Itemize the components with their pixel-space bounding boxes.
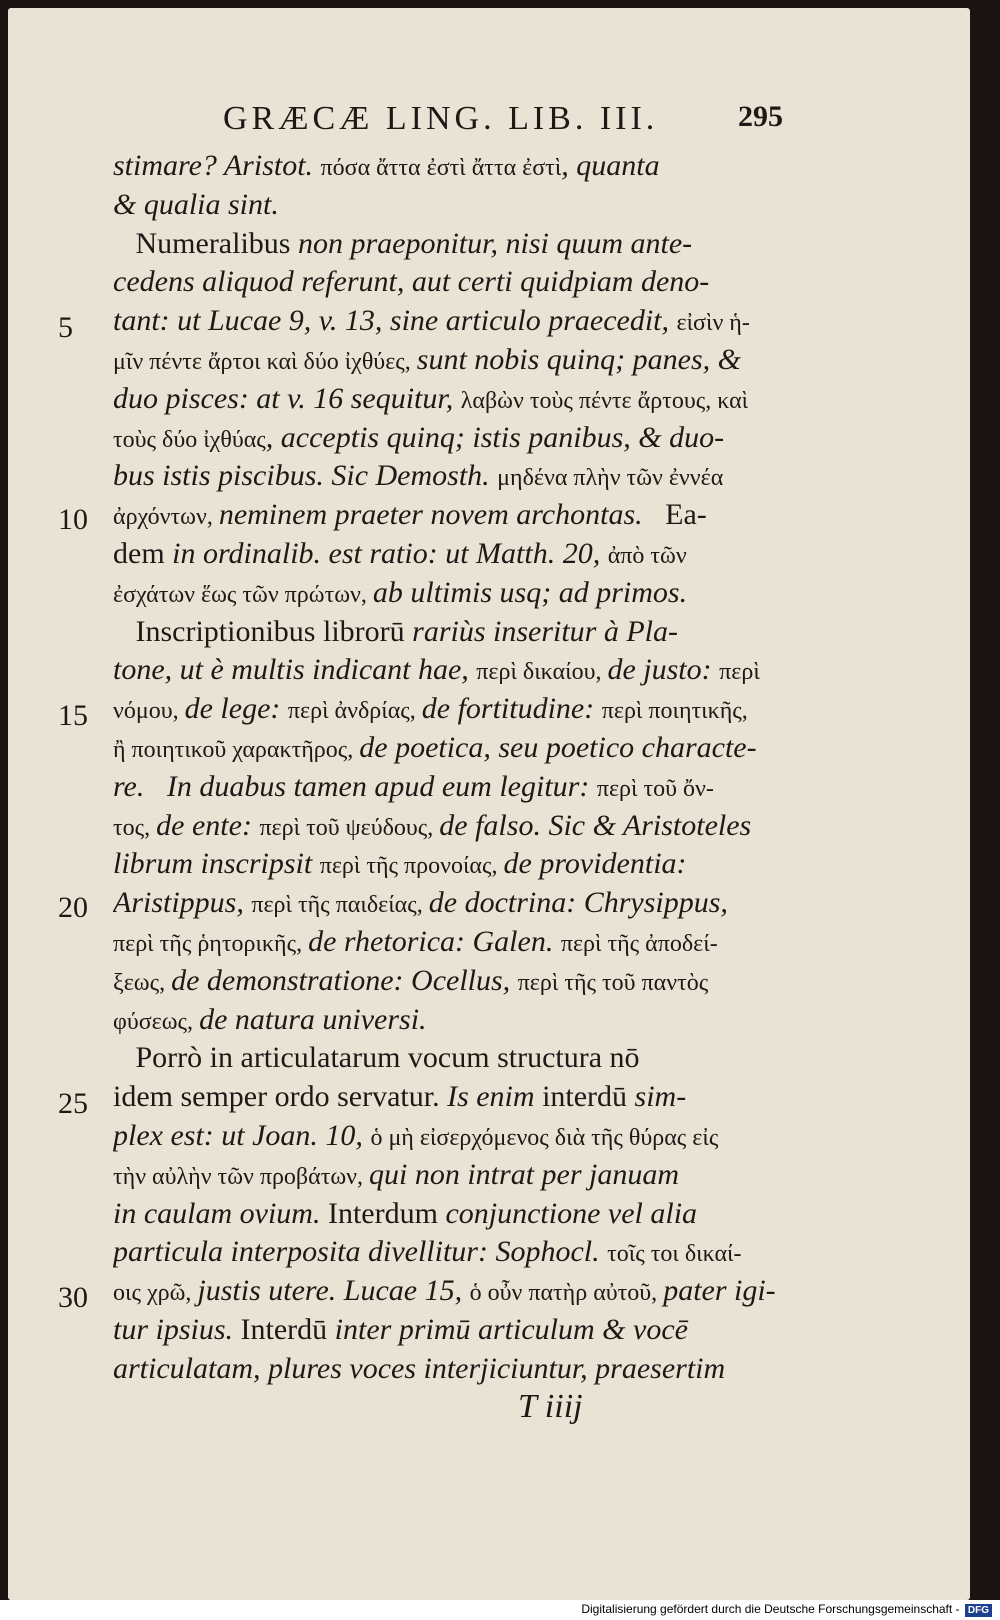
latin-text: Aristippus, <box>113 886 252 920</box>
text-line <box>113 612 783 652</box>
latin-text: de poetica, seu poetico characte- <box>359 731 757 764</box>
greek-text: μηδένα πλὴν τῶν ἐννέα <box>497 465 724 492</box>
text-line <box>113 340 783 380</box>
latin-text: & qualia sint. <box>113 187 279 221</box>
greek-text: ἢ ποιητικοῦ χαρακτῆρος, <box>113 737 360 763</box>
greek-text: ἀπὸ τῶν <box>607 543 687 569</box>
greek-text: περὶ τῆς ἀποδεί- <box>560 931 718 957</box>
latin-text: cedens aliquod referunt, aut certi quidpiam deno- <box>113 265 710 299</box>
text-line <box>113 961 783 1001</box>
latin-text: rariùs inseritur à Pla- <box>412 614 678 648</box>
line-number: 25 <box>58 1087 88 1120</box>
text-line <box>113 1116 783 1156</box>
latin-text: justis utere. Lucae 15, <box>197 1274 470 1308</box>
text-line <box>113 1271 783 1311</box>
greek-text: οις χρῶ, <box>113 1280 198 1307</box>
greek-text: τὴν αὐλὴν τῶν προβάτων, <box>113 1163 370 1190</box>
text-line <box>113 922 783 962</box>
latin-text: plex est: ut Joan. 10, <box>113 1119 371 1152</box>
greek-text: περὶ τοῦ ψεύδους, <box>259 814 440 841</box>
text-line <box>113 185 783 225</box>
latin-text: de lege: <box>184 692 288 726</box>
latin-text: librum inscripsit <box>113 847 320 881</box>
text-line <box>113 418 783 458</box>
latin-text: articulatam, plures voces interjiciuntur, praesertim <box>113 1351 726 1385</box>
latin-text: , acceptis quinq; istis panibus, & duo- <box>265 420 725 454</box>
latin-text: interdū <box>542 1080 635 1114</box>
latin-text: de demonstratione: Ocellus, <box>171 963 518 997</box>
latin-text: de natura universi. <box>199 1002 427 1036</box>
text-line <box>113 495 783 535</box>
page-number: 295 <box>738 100 783 133</box>
running-header <box>223 100 783 140</box>
latin-text: re. In duabus tamen apud eum legitur: <box>113 769 597 803</box>
line-number: 10 <box>58 503 88 536</box>
greek-text: περὶ τῆς προνοίας, <box>319 853 504 880</box>
text-line <box>113 1038 783 1078</box>
text-line <box>113 883 783 923</box>
latin-text: ab ultimis usq; ad primos. <box>372 575 688 609</box>
book-page <box>8 8 970 1600</box>
greek-text: ὁ μὴ εἰσερχόμενος διὰ τῆς θύρας εἰς <box>370 1125 719 1151</box>
greek-text: φύσεως, <box>113 1008 200 1035</box>
latin-text: , quanta <box>561 149 660 182</box>
text-line <box>113 689 783 729</box>
text-line <box>113 301 783 341</box>
greek-text: νόμου, <box>113 698 185 725</box>
latin-text: sunt nobis quinq; panes, & <box>416 343 741 376</box>
greek-text: εἰσὶν ἡ- <box>676 310 750 337</box>
latin-text: duo pisces: at v. 16 sequitur, <box>113 381 461 415</box>
greek-text: ἐσχάτων ἕως τῶν πρώτων, <box>113 581 373 608</box>
text-line <box>113 456 783 496</box>
greek-text: μῖν πέντε ἄρτοι καὶ δύο ἰχθύες, <box>113 349 417 375</box>
latin-text: de ente: <box>156 808 260 842</box>
text-line <box>113 379 783 419</box>
text-line <box>113 1232 783 1272</box>
running-title: GRÆCÆ LING. LIB. III. <box>223 100 659 137</box>
latin-text: de falso. Sic & Aristoteles <box>439 808 752 842</box>
text-line <box>113 1310 783 1350</box>
greek-text: τοῖς τοι δικαί- <box>607 1241 742 1268</box>
line-number: 5 <box>58 311 73 344</box>
greek-text: λαβὼν τοὺς πέντε ἄρτους, καὶ <box>460 387 749 414</box>
text-line <box>113 767 783 807</box>
catchword: T iiij <box>518 1388 583 1425</box>
latin-text: inter primū articulum & vocē <box>334 1313 688 1346</box>
text-line <box>113 650 783 690</box>
latin-text: de doctrina: Chrysippus, <box>428 886 728 920</box>
greek-text: περὶ τῆς παιδείας, <box>251 892 429 919</box>
latin-text: neminem praeter novem archontas. <box>218 498 666 532</box>
text-line <box>113 146 783 186</box>
latin-text: tone, ut è multis indicant hae, <box>113 653 477 687</box>
latin-text: idem semper ordo servatur. <box>113 1080 448 1114</box>
latin-text: conjunctione vel alia <box>445 1196 698 1230</box>
latin-text: de rhetorica: Galen. <box>308 925 561 958</box>
latin-text: sim- <box>634 1080 687 1114</box>
latin-text: Aristot. <box>223 149 321 182</box>
latin-text: non praeponitur, nisi quum ante- <box>297 226 693 260</box>
latin-text: qui non intrat per januam <box>369 1157 680 1191</box>
line-number: 15 <box>58 699 88 732</box>
latin-text: Porrò in articulatarum vocum structura nō <box>113 1041 640 1075</box>
text-line <box>113 224 783 264</box>
latin-text: de fortitudine: <box>421 692 602 726</box>
text-line <box>113 1077 783 1117</box>
latin-text: stimare? <box>113 149 224 182</box>
line-number: 20 <box>58 891 88 924</box>
greek-text: περὶ ποιητικῆς, <box>601 698 748 725</box>
latin-text: Inscriptionibus librorū <box>113 614 413 648</box>
latin-text: tant: ut Lucae 9, v. 13, sine articulo praecedit, <box>113 304 677 338</box>
latin-text: de justo: <box>607 653 720 687</box>
latin-text: Interdum <box>327 1196 446 1230</box>
greek-text: περὶ <box>719 659 760 686</box>
latin-text: Ea- <box>665 498 707 532</box>
text-line <box>113 534 783 574</box>
greek-text: περὶ τοῦ ὄν- <box>596 775 714 802</box>
text-line <box>113 1000 783 1040</box>
greek-text: ἀρχόντων, <box>113 504 219 531</box>
text-line <box>113 262 783 302</box>
latin-text: bus istis piscibus. Sic Demosth. <box>113 459 498 493</box>
text-line <box>113 1194 783 1234</box>
text-line <box>113 573 783 613</box>
text-line <box>113 806 783 846</box>
latin-text: Interdū <box>240 1313 335 1346</box>
latin-text: in caulam ovium. <box>113 1196 328 1230</box>
latin-text: particula interposita divellitur: Sophocl. <box>113 1235 608 1269</box>
latin-text: in ordinalib. est ratio: ut Matth. 20, <box>172 537 608 570</box>
greek-text: περὶ τῆς ῥητορικῆς, <box>113 931 309 957</box>
greek-text: τος, <box>113 814 157 841</box>
latin-text: Is enim <box>447 1080 543 1114</box>
latin-text: pater igi- <box>663 1274 776 1308</box>
greek-text: ξεως, <box>113 969 172 996</box>
text-line <box>113 1349 783 1389</box>
latin-text: dem <box>113 537 173 570</box>
text-line <box>113 1155 783 1195</box>
latin-text: de providentia: <box>503 847 687 881</box>
digitization-credit <box>581 1602 992 1617</box>
latin-text: tur ipsius. <box>113 1313 241 1346</box>
line-number: 30 <box>58 1281 88 1314</box>
greek-text: περὶ τῆς τοῦ παντὸς <box>517 969 709 996</box>
greek-text: ὁ οὖν πατὴρ αὐτοῦ, <box>469 1280 664 1307</box>
greek-text: πόσα ἄττα ἐστὶ ἄττα ἐστὶ <box>320 155 562 181</box>
latin-text: Numeralibus <box>113 226 298 260</box>
text-line <box>113 844 783 884</box>
credit-text: Digitalisierung gefördert durch die Deutsche Forschungsgemeinschaft - <box>581 1602 960 1616</box>
greek-text: περὶ δικαίου, <box>476 659 608 686</box>
greek-text: τοὺς δύο ἰχθύας <box>113 426 266 453</box>
dfg-logo: DFG <box>965 1604 992 1617</box>
text-line <box>113 728 783 768</box>
greek-text: περὶ ἀνδρίας, <box>287 698 422 725</box>
